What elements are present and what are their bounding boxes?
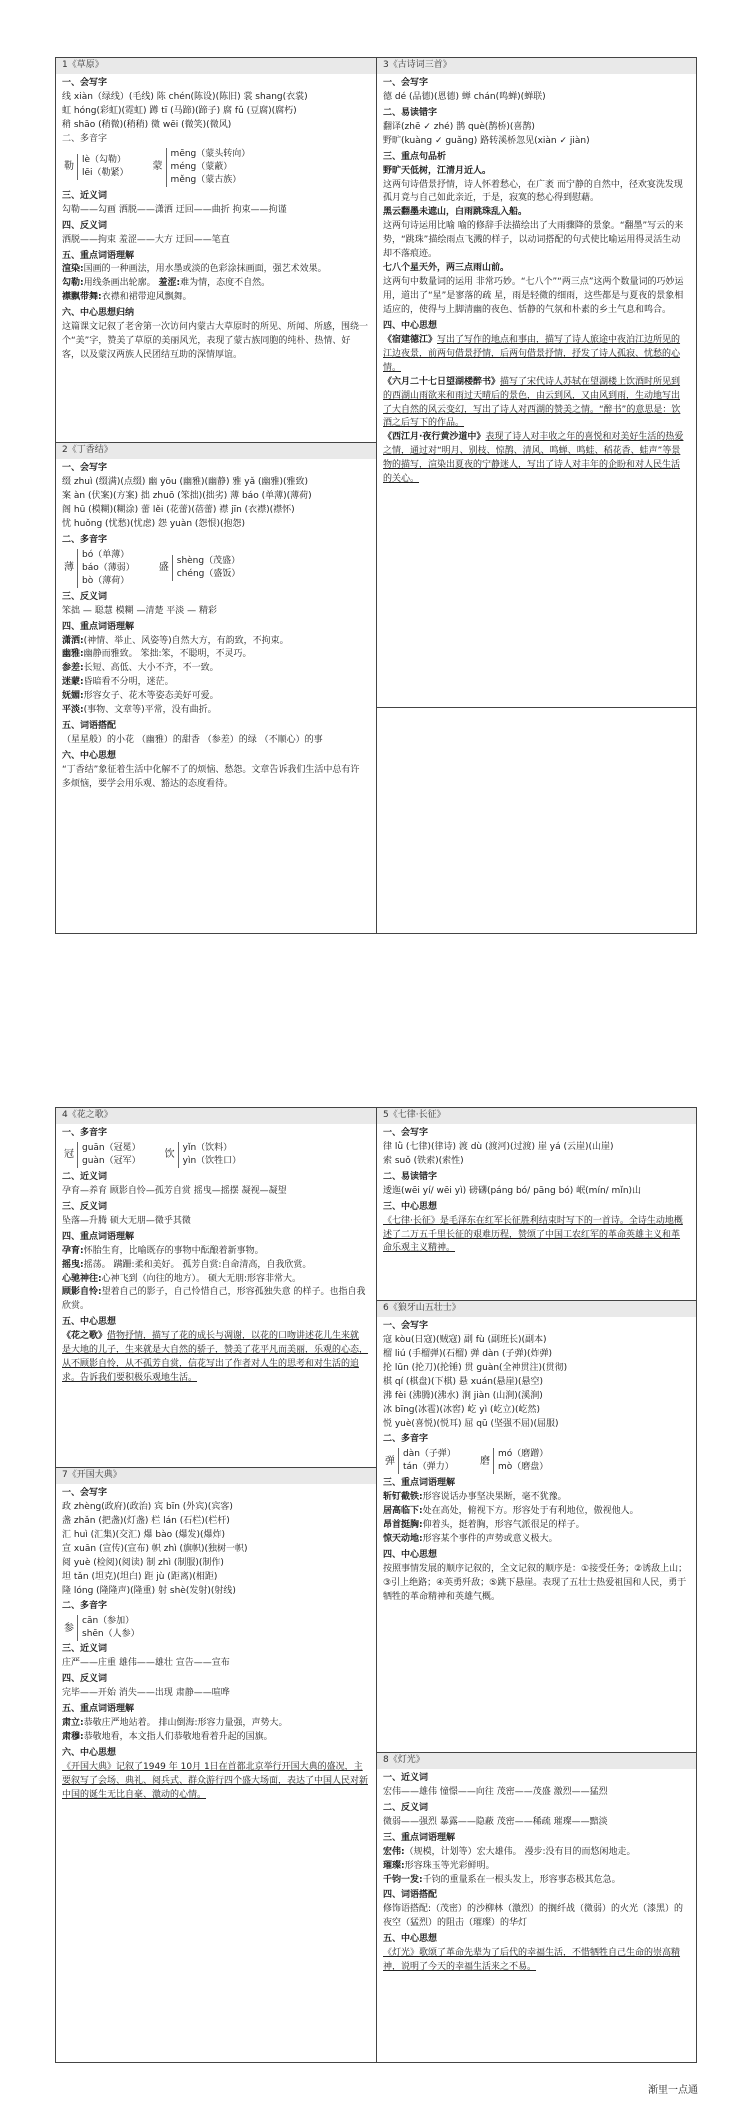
key-sentence-analysis: 这两句诗运用比喻 喻的修辞手法描绘出了大雨骤降的景象。“翻墨”写云的来势，“跳珠”描绘雨点飞溅的样子，以动词搭配的句式使比喻运用得灵活生动却不落痕迹。 [383,221,684,260]
page-one [55,57,697,934]
reading: dàn（子弹） [403,1449,456,1460]
heading-collocation: 五、词语搭配 [62,721,117,732]
term-def: （规模，计划等）宏大雄伟。 漫步:没有目的而悠闲地走。 [404,1846,636,1857]
heading-terms: 三、重点词语理解 [383,1478,456,1489]
term-line [383,1860,688,1874]
term: 心驰神往: [62,1273,102,1284]
term: 顾影自怜: [62,1287,102,1298]
term-def: 国画的一种画法，用水墨或淡的色彩涂抹画面，强艺术效果。 [83,264,327,275]
page1-left-column [56,58,376,933]
poem-title: 《宿建德江》 [383,334,438,345]
polyphone-mo [480,1448,548,1474]
heading-terms: 四、重点词语理解 [62,1231,135,1242]
write-line: 隆 lóng (隆隆声)(隆重) 射 shè(发射)(射线) [62,1585,236,1596]
term: 璀璨: [383,1860,405,1871]
heading-antonyms: 四、反义词 [62,1674,108,1685]
heading-synonyms: 三、近义词 [62,1644,108,1655]
poem-summary [383,431,688,487]
reading: méng（蒙蔽） [170,161,233,172]
polyphone-readings [178,1142,242,1168]
heading-synonyms: 一、近义词 [383,1772,429,1783]
write-line: 索 suǒ (铁索)(索性) [383,1155,464,1166]
term: 惊天动地: [383,1534,423,1545]
heading-polyphone: 二、多音字 [62,133,108,144]
main-idea-text [62,1330,368,1386]
empty-section [377,708,696,933]
main-idea-text: 这篇课文记叙了老舍第一次访问内蒙古大草原时的所见、所闻、所感，围绕一个“美”字，赞美了草原的美丽风光，表现了蒙古族同胞的纯朴、热情、好客，以及蒙汉两族人民团结互助的深情厚谊。 [62,322,369,361]
antonym-line: 完毕——开始 消失——出现 肃静——喧哗 [62,1688,230,1699]
term-line [383,1874,688,1888]
term-line [62,1259,368,1273]
heading-write: 一、会写字 [383,77,429,88]
term-line [62,676,368,690]
term: 摇曳: [62,1259,84,1270]
reading: měng（蒙古族） [170,174,242,185]
reading: mó（磨蹭） [497,1449,549,1460]
term-def: 千钧的重量系在一根头发上，形容事态极其危急。 [422,1874,621,1885]
term: 平淡: [62,705,84,716]
poem-summary [383,334,688,376]
poem-summary-text: 表现了诗人对丰收之年的喜悦和对美好生活的热爱之情，通过对“明月、别枝、惊鹊、清风、鸣蝉、鸣蛙、稻花香、蛙声”等景物的描写，渲染出夏夜的宁静迷人，写出了诗人对丰年的企盼和对人民生活的关心。 [383,432,684,485]
term-def: 难为情，态度不自然。 [180,278,271,289]
term: 宏伟: [383,1846,405,1857]
term: 潇洒: [62,635,84,646]
term: 千钧一发: [383,1874,423,1885]
polyphone-guan [64,1142,141,1168]
polyphone-row [62,548,368,589]
antonym-line: 笨拙 — 聪慧 模糊 —清楚 平淡 — 精彩 [62,605,218,616]
heading-write: 一、会写字 [383,1320,429,1331]
page1-right-column [376,58,696,933]
term-line [62,291,368,305]
polyphone-readings [77,549,135,588]
heading-main-idea: 三、中心思想 [383,1201,438,1212]
heading-collocation: 四、词语搭配 [383,1890,438,1901]
poem-title: 《六月二十七日望湖楼醉书》 [383,376,501,387]
section-gu-shi-ci [377,58,696,708]
section-cao-yuan [56,58,376,443]
reading: yìn（饮牲口） [182,1155,242,1166]
term-line [62,1731,368,1745]
term-def: 衣襟和裙带迎风飘舞。 [101,292,192,303]
write-line: 悦 yuè(喜悦)(悦耳) 屈 qū (坚强不屈)(屈服) [383,1418,559,1429]
term-def: 摇荡。 蹒跚:柔和美好。 孤芳自赏:自命清高，自我欣赏。 [83,1259,312,1270]
key-sentence-analysis: 这两句中数量词的运用 非常巧妙。“七八个”“两三点”这两个数量词的巧妙运用，道出了“星”是寥落的疏 星，雨是轻微的细雨，这些都是与夏夜的景象相适应的，使得与上脚清幽的夜色、恬静的气氛和朴素的乡土气息和鸣合。 [383,277,684,315]
reading: mò（磨盘） [497,1462,549,1473]
section-deng-guang [377,1753,696,2062]
term-line [383,1519,688,1533]
heading-main-idea: 四、中心思想 [383,1550,438,1561]
term-line [383,1505,688,1519]
heading-antonyms: 四、反义词 [62,220,108,231]
write-line: 线 xiàn（绿线）(毛线) 陈 chén(陈设)(陈旧) 裳 shang(衣裳) [62,91,308,102]
heading-terms: 三、重点词语理解 [383,1832,456,1843]
term-def: (事物、文章等)平常，没有曲折。 [83,705,217,716]
polyphone-char: 薄 [64,562,74,574]
term: 居高临下: [383,1506,423,1517]
poem-title: 《西江月·夜行黄沙道中》 [383,432,486,443]
reading: mēng（蒙头转向） [170,148,251,159]
section-title: 1《草原》 [56,58,376,74]
write-line: 寇 kòu(日寇)(贼寇) 副 fù (副班长)(副本) [383,1334,547,1345]
antonym-line: 微弱——强烈 暴露——隐蔽 茂密——稀疏 璀璨——黯淡 [383,1816,608,1827]
synonym-line: 庄严——庄重 雄伟——雄壮 宣告——宣布 [62,1658,230,1669]
heading-main-idea: 六、中心思想 [62,1748,117,1759]
reading: shèng（茂盛） [176,556,241,567]
term-def: 长短、高低、大小不齐，不一致。 [83,663,219,674]
heading-terms: 五、重点词语理解 [62,250,135,261]
polyphone-dan [385,1448,456,1474]
footer-brand: 渐里一点通 [648,2085,698,2096]
write-line: 缀 zhuì (缀满)(点缀) 幽 yōu (幽雅)(幽静) 雅 yǎ (幽雅)(雅致) [62,476,309,487]
term-def: (神情、举止、风姿等)自然大方，有韵致，不拘束。 [83,635,289,646]
term-def: 怀胎生育，比喻既存的事物中酝酿着新事物。 [83,1245,264,1256]
heading-write: 一、会写字 [62,1487,108,1498]
easy-misread-line: 翻译(zhē ✓ zhé) 鹊 què(鹊桥)(喜鹊) [383,121,535,132]
term-def: 心神飞到（向往的地方）。 硕大无朋:形容非常大。 [101,1273,302,1284]
key-sentence-analysis: 这两句诗借景抒情，诗人怀着愁心，在广袤 而宁静的自然中，径欢宴洗发现孤月竟与自己如此亲近，于是，寂寞的愁心得到慰藉。 [383,179,683,204]
term: 妩媚: [62,691,84,702]
reading: lēi（勒紧） [82,168,129,179]
heading-polyphone: 二、多音字 [62,1601,108,1612]
term-def: 幽静而雅致。 笨拙:笨，不聪明，不灵巧。 [83,649,252,660]
term: 渲染: [62,264,84,275]
heading-easy-misread: 二、易读错字 [383,107,438,118]
collocation-line: （星星般）的小花 （幽雅）的甜香 （参差）的绿 （不顺心）的事 [62,735,323,746]
heading-polyphone: 二、多音字 [62,534,108,545]
polyphone-le [64,148,129,187]
main-idea-text: 按照事情发展的顺序记叙的，全文记叙的顺序是：①接受任务；②诱敌上山；③引上绝路；④英勇歼敌；⑤跳下悬崖。表现了五壮士热爱祖国和人民，勇于牺牲的革命精神和英雄气概。 [383,1564,688,1602]
main-idea-text: “丁香结”象征着生活中化解不了的烦恼、愁怨。文章告诉我们生活中总有许多烦恼，要学会用乐观、豁达的态度看待。 [62,764,360,789]
write-line: 德 dé (品德)(恩德) 蝉 chán(鸣蝉)(蝉联) [383,91,546,102]
term-line [383,1491,688,1505]
key-sentence: 七八个星天外，两三点雨山前。 [383,263,510,274]
section-title: 5《七律·长征》 [377,1108,696,1124]
polyphone-char: 勒 [64,161,74,173]
polyphone-bao [64,549,135,588]
term-line [62,704,368,718]
section-hua-zhi-ge [56,1108,376,1468]
main-idea-text: 《灯光》歌颂了革命先辈为了后代的幸福生活，不惜牺牲自己生命的崇高精神，说明了今天的幸福生活来之不易。 [383,1948,681,1973]
heading-write: 一、会写字 [62,462,108,473]
write-line: 案 àn (伏案)(方案) 拙 zhuō (笨拙)(拙劣) 薄 báo (单薄)(薄荷) [62,490,312,501]
reading: báo（薄弱） [82,562,135,573]
heading-main-idea: 六、中心思想归纳 [62,308,135,319]
easy-misread-line: 野旷(kuàng ✓ guǎng) 路转溪桥忽见(xiàn ✓ jiàn) [383,135,590,146]
term-def: 形容女子、花木等姿态美好可爱。 [83,691,219,702]
main-idea-text: 《开国大典》记叙了1949 年 10月 1日在首都北京举行开国大典的盛况，主要叙写了会场、典礼、阅兵式、群众游行四个盛大场面，表达了中国人民对新中国的诞生无比自豪、激动的心情。 [62,1761,369,1800]
term-line [62,277,368,291]
term: 幽雅: [62,649,84,660]
write-line: 抡 lūn (抡刀)(抡锤) 贯 guàn(全神贯注)(贯彻) [383,1362,568,1373]
key-sentence: 黑云翻墨未遮山，白雨跳珠乱入船。 [383,207,528,218]
term: 勾勒: [62,278,84,289]
polyphone-can [64,1615,368,1641]
heading-synonyms: 三、近义词 [62,190,108,201]
term: 羞涩: [158,278,181,289]
section-title: 3《古诗词三首》 [377,58,696,74]
heading-main-idea: 五、中心思想 [62,1317,117,1328]
polyphone-readings [77,1142,141,1168]
section-title: 7《开国大典》 [56,1468,376,1484]
section-title: 4《花之歌》 [56,1108,376,1124]
polyphone-readings [77,154,129,180]
term-line [62,1273,368,1287]
write-line: 律 lǜ (七律)(律诗) 渡 dù (渡河)(过渡) 崖 yá (云崖)(山崖) [383,1141,614,1152]
polyphone-char: 冠 [64,1149,74,1161]
reading: bó（单薄） [82,549,130,560]
write-line: 沸 fèi (沸腾)(沸水) 涧 jiàn (山涧)(溪涧) [383,1390,543,1401]
term-line [383,1533,688,1547]
heading-easy-misread: 二、易读错字 [383,1171,438,1182]
term-def: 恭敬地看，本文指人们恭敬地看着升起的国旗。 [83,1732,273,1743]
heading-polyphone: 一、多音字 [62,1127,108,1138]
main-idea-body: 借物抒情，描写了花的成长与凋谢，以花的口吻讲述花儿生来就是大地的儿子，生来就是大自然的骄子，赞美了花平凡而美丽，乐观的心态，从不顾影自怜，从不孤芳自赏，信花写出了作者对人生的思考和对生活的追求。告诉我们要积极乐观地生活。 [62,1331,369,1384]
write-line: 稍 shāo (稍微)(稍稍) 微 wēi (微笑)(微风) [62,119,232,130]
synonym-line: 宏伟——雄伟 憧憬——向往 茂密——茂盛 激烈——猛烈 [383,1786,608,1797]
main-idea-text: 《七律·长征》是毛泽东在红军长征胜利结束时写下的一首诗。全诗生动地概述了二万五千里长征的艰难历程，赞颂了中国工农红军的革命英雄主义和革命乐观主义精神。 [383,1215,683,1254]
heading-polyphone: 二、多音字 [383,1434,429,1445]
section-kai-guo-da-dian [56,1468,376,2062]
polyphone-readings [166,148,251,187]
write-line: 榴 liú (手榴弹)(石榴) 弹 dàn (子弹)(炸弹) [383,1348,553,1359]
write-line: 坦 tǎn (坦克)(坦白) 距 jù (距离)(相距) [62,1571,218,1582]
term-line [383,1846,688,1860]
term-def: 望着自己的影子，自己怜惜自己，形容孤独失意 的样子。也指自我欣赏。 [62,1287,366,1312]
write-line: 阅 yuè (检阅)(阅读) 制 zhì (制服)(制作) [62,1557,224,1568]
term-line [62,1717,368,1731]
heading-antonyms: 三、反义词 [62,1201,108,1212]
term-def: 形容某个事件的声势或意义极大。 [422,1534,558,1545]
antonym-line: 洒脱——拘束 羞涩——大方 迂回——笔直 [62,234,230,245]
page2-left-column [56,1108,376,2062]
write-line: 阁 hū (模糊)(糊涂) 蕾 lěi (花蕾)(蓓蕾) 襟 jīn (衣襟)(襟怀) [62,504,295,515]
heading-key-sentences: 三、重点句品析 [383,151,447,162]
polyphone-readings [398,1448,456,1474]
reading: yǐn（饮料） [182,1142,233,1153]
write-line: 政 zhèng(政府)(政治) 宾 bīn (外宾)(宾客) [62,1501,233,1512]
section-title: 2《丁香结》 [56,443,376,459]
write-line: 宣 xuān (宣传)(宣布) 帜 zhì (旗帜)(独树一帜) [62,1543,248,1554]
polyphone-char: 磨 [479,1455,490,1467]
text-title: 《花之歌》 [62,1331,108,1342]
polyphone-readings [172,555,241,581]
synonym-line: 勾勒——勾画 洒脱——潇洒 迂回——曲折 拘束——拘谨 [62,204,287,215]
term-line [62,1286,368,1314]
easy-misread-line: 逶迤(wēi yí/ wēi yì) 磅礴(páng bó/ pāng bó) 岷(mín/ mǐn)山 [383,1185,642,1196]
polyphone-meng [153,148,251,187]
key-sentence: 野旷天低树，江清月近人。 [383,165,492,176]
reading: tán（弹力） [403,1462,454,1473]
polyphone-row [62,147,368,188]
page-two [55,1107,697,2063]
heading-main-idea: 四、中心思想 [383,320,438,331]
polyphone-char: 参 [64,1622,74,1634]
write-line: 忧 huǒng (忧愁)(忧虑) 怨 yuàn (怨恨)(抱怨) [62,518,245,529]
term-def: 处在高处，俯视下方。形容处于有利地位，傲视他人。 [422,1506,639,1517]
polyphone-readings [77,1615,140,1641]
polyphone-sheng [159,549,241,588]
term: 昂首挺胸: [383,1520,423,1531]
term-line [62,1245,368,1259]
antonym-line: 坠落—升腾 硕大无朋—微乎其微 [62,1215,191,1226]
heading-antonyms: 二、反义词 [383,1802,429,1813]
term: 迷蒙: [62,677,84,688]
term-def: 昏暗看不分明，迷茫。 [83,677,174,688]
polyphone-readings [493,1448,548,1474]
term-line [62,263,368,277]
heading-main-idea: 六、中心思想 [62,751,117,762]
term-def: 形容珠玉等光彩鲜明。 [404,1860,495,1871]
term-def: 用线条画出轮廓。 [83,278,159,289]
section-title: 8《灯光》 [377,1753,696,1769]
heading-terms: 四、重点词语理解 [62,621,135,632]
term-line [62,690,368,704]
polyphone-yin [165,1142,242,1168]
reading: chéng（盛饭） [176,569,241,580]
write-line: 盏 zhǎn (把盏)(灯盏) 栏 lán (石栏)(栏杆) [62,1515,230,1526]
term: 孕育: [62,1245,84,1256]
polyphone-char: 盛 [158,562,169,574]
reading: guàn（冠军） [82,1155,141,1166]
section-lang-ya-shan [377,1301,696,1753]
polyphone-char: 蒙 [152,161,163,173]
write-line: 虹 hóng(彩虹)(霓虹) 蹲 tī (马蹄)(蹄子) 腐 fǔ (豆腐)(腐朽) [62,105,297,116]
heading-terms: 五、重点词语理解 [62,1704,135,1715]
heading-write: 一、会写字 [383,1127,429,1138]
term-line [62,648,368,662]
synonym-line: 孕育—养育 顾影自怜—孤芳自赏 摇曳—摇摆 凝视—凝望 [62,1185,287,1196]
term-line [62,635,368,649]
section-title: 6《狼牙山五壮士》 [377,1301,696,1317]
collocation-line: 修饰语搭配:（茂密）的沙柳林（激烈）的搁纤战（微弱）的火光（漆黑）的夜空（猛烈）的阻击（璀璨）的华灯 [383,1904,684,1929]
heading-main-idea: 五、中心思想 [383,1934,438,1945]
reading: cān（参加） [82,1616,135,1627]
poem-summary-text: 描写了宋代诗人苏轼在望湖楼上饮酒时所见到的西湖山雨欲来和雨过天晴后的景色，由云到风，又由风到雨，生动地写出了大自然的风云变幻，写出了诗人对西湖的赞美之情。“醉书”的意思是：饮酒之后写下的作品。 [383,376,681,429]
polyphone-char: 弹 [385,1455,395,1467]
term: 参差: [62,663,84,674]
term-def: 形容说话办事坚决果断，毫不犹豫。 [422,1492,567,1503]
heading-synonyms: 二、近义词 [62,1171,108,1182]
polyphone-char: 饮 [164,1149,175,1161]
section-ding-xiang-jie [56,443,376,933]
term: 斩钉截铁: [383,1492,423,1503]
reading: guān（冠冕） [82,1142,141,1153]
term-def: 恭敬庄严地站着。 排山倒海:形容力量强，声势大。 [83,1718,288,1729]
term-line [62,662,368,676]
term-def: 仰着头，挺着胸，形容气派很足的样子。 [422,1520,585,1531]
reading: bò（薄荷） [82,575,130,586]
section-qi-lv-chang-zheng [377,1108,696,1301]
page2-right-column [376,1108,696,2062]
term: 襟飘带舞: [62,292,102,303]
reading: lè（勾勒） [82,155,127,166]
polyphone-row [383,1447,688,1475]
poem-summary [383,376,688,432]
poem-summary-text: 写出了写作的地点和事由，描写了诗人旅途中夜泊江边所见的江边夜景，前两句借景抒情，后两句借景抒情，抒发了诗人孤寂、忧愁的心情。 [383,334,681,373]
polyphone-row [62,1141,368,1169]
write-line: 棋 qí (棋盘)(下棋) 悬 xuán(悬崖)(悬空) [383,1376,543,1387]
heading-write: 一、会写字 [62,77,108,88]
reading: shēn（人参） [82,1629,140,1640]
term: 肃立: [62,1718,84,1729]
write-line: 冰 bīng(冰雹)(冰窖) 屹 yì (屹立)(屹然) [383,1404,540,1415]
heading-antonyms: 三、反义词 [62,591,108,602]
write-line: 汇 huì (汇集)(交汇) 爆 bào (爆发)(爆炸) [62,1529,226,1540]
term: 肃穆: [62,1732,84,1743]
